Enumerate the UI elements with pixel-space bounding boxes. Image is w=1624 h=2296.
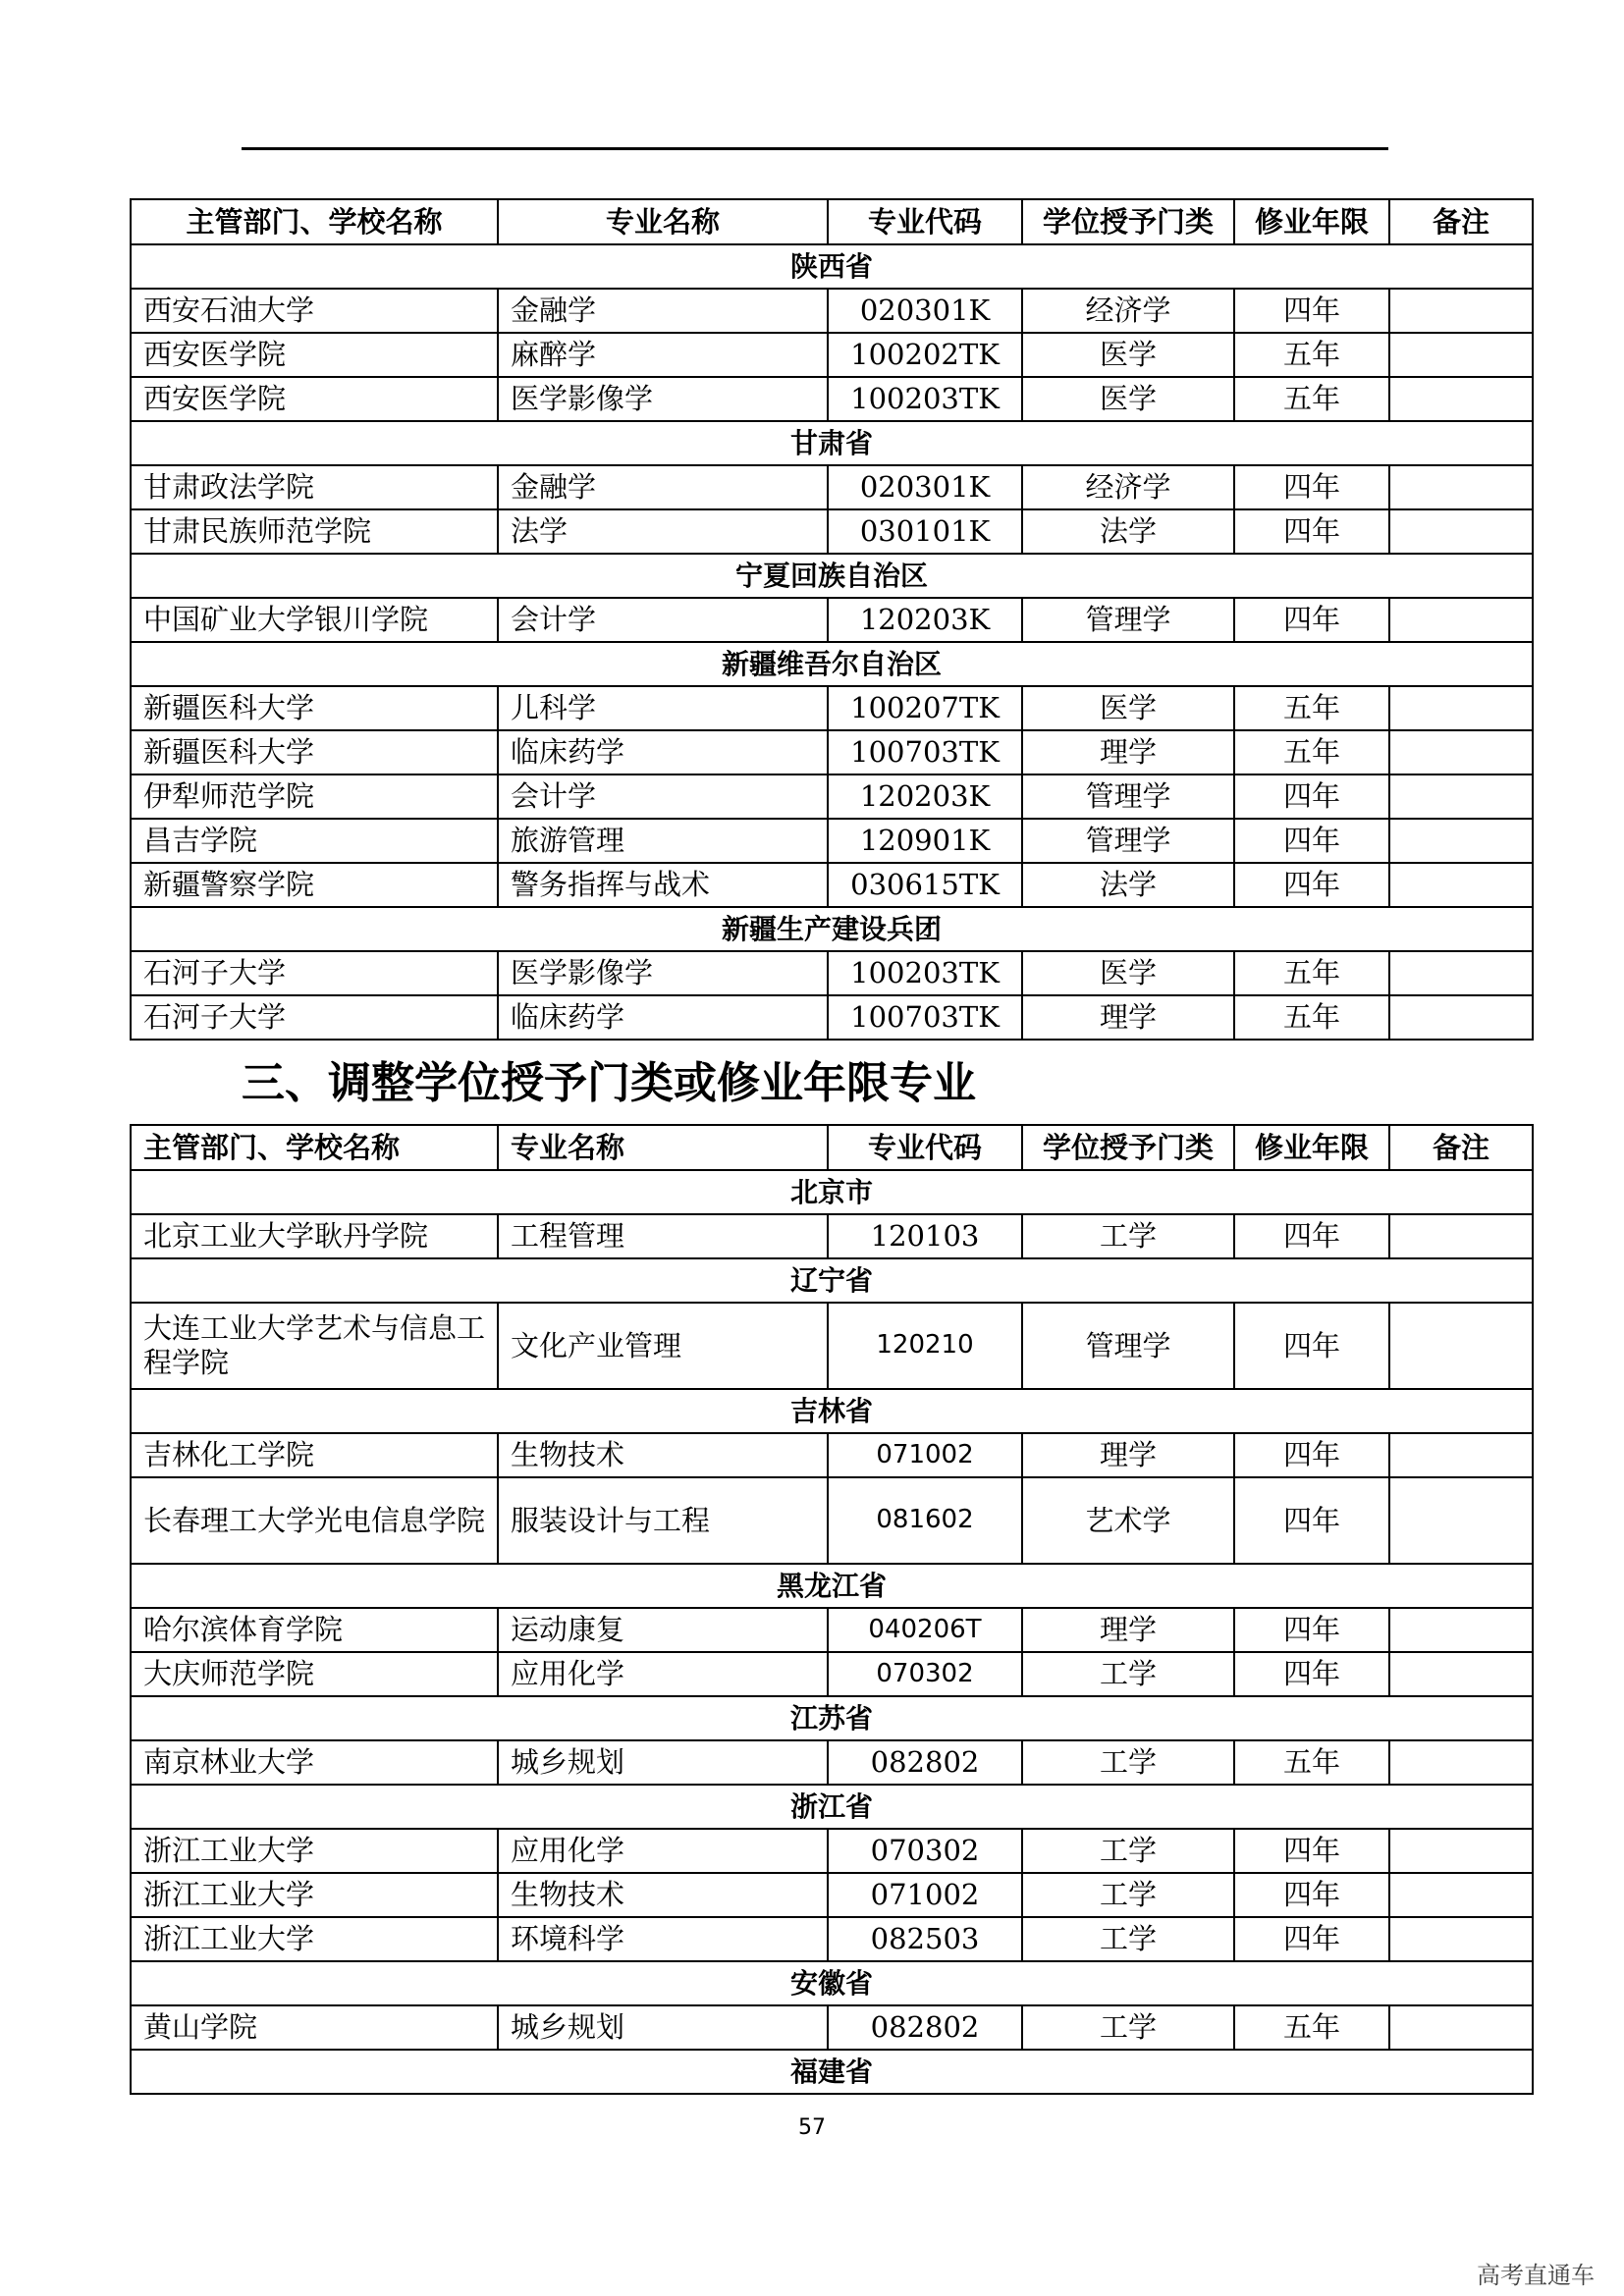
school-cell: 新疆警察学院 [131, 863, 498, 907]
major-cell: 儿科学 [498, 686, 828, 730]
major-cell: 生物技术 [498, 1873, 828, 1917]
col-header-years: 修业年限 [1234, 199, 1389, 244]
note-cell [1389, 863, 1533, 907]
years-cell: 五年 [1234, 333, 1389, 377]
col-header-category: 学位授予门类 [1022, 199, 1234, 244]
province-name: 新疆生产建设兵团 [131, 907, 1533, 951]
table-row [131, 333, 1533, 377]
years-cell: 四年 [1234, 598, 1389, 642]
major-cell: 环境科学 [498, 1917, 828, 1961]
school-cell: 黄山学院 [131, 2005, 498, 2050]
school-cell: 新疆医科大学 [131, 730, 498, 774]
major-cell: 金融学 [498, 465, 828, 509]
years-cell: 四年 [1234, 863, 1389, 907]
school-cell: 浙江工业大学 [131, 1873, 498, 1917]
category-cell: 医学 [1022, 333, 1234, 377]
years-cell: 四年 [1234, 1608, 1389, 1652]
province-row [131, 244, 1533, 289]
school-cell: 西安医学院 [131, 333, 498, 377]
category-cell: 管理学 [1022, 774, 1234, 819]
note-cell [1389, 730, 1533, 774]
school-cell: 甘肃民族师范学院 [131, 509, 498, 554]
code-cell: 040206T [828, 1608, 1022, 1652]
years-cell: 四年 [1234, 1873, 1389, 1917]
years-cell: 四年 [1234, 1829, 1389, 1873]
years-cell: 五年 [1234, 951, 1389, 995]
col-header-major: 专业名称 [498, 1125, 828, 1170]
category-cell: 医学 [1022, 686, 1234, 730]
major-cell: 金融学 [498, 289, 828, 333]
province-row [131, 1696, 1533, 1740]
section-heading: 三、调整学位授予门类或修业年限专业 [242, 1058, 976, 1108]
category-cell: 工学 [1022, 1740, 1234, 1785]
majors-table-1 [130, 198, 1534, 1041]
note-cell [1389, 995, 1533, 1040]
table-row [131, 995, 1533, 1040]
province-row [131, 1961, 1533, 2005]
school-cell: 石河子大学 [131, 951, 498, 995]
major-cell: 会计学 [498, 774, 828, 819]
table-header-row [131, 1125, 1533, 1170]
province-row [131, 2050, 1533, 2094]
note-cell [1389, 686, 1533, 730]
table-row [131, 863, 1533, 907]
major-cell: 应用化学 [498, 1652, 828, 1696]
school-cell: 西安医学院 [131, 377, 498, 421]
category-cell: 理学 [1022, 1608, 1234, 1652]
major-cell: 文化产业管理 [498, 1303, 828, 1389]
code-cell: 100703TK [828, 995, 1022, 1040]
table-row [131, 1214, 1533, 1258]
years-cell: 四年 [1234, 509, 1389, 554]
table-row [131, 465, 1533, 509]
table-row [131, 1303, 1533, 1389]
school-cell: 甘肃政法学院 [131, 465, 498, 509]
table-row [131, 1917, 1533, 1961]
code-cell: 100203TK [828, 377, 1022, 421]
years-cell: 四年 [1234, 1214, 1389, 1258]
table-row [131, 1829, 1533, 1873]
table-row [131, 951, 1533, 995]
code-cell: 100207TK [828, 686, 1022, 730]
years-cell: 四年 [1234, 774, 1389, 819]
major-cell: 城乡规划 [498, 2005, 828, 2050]
years-cell: 五年 [1234, 995, 1389, 1040]
note-cell [1389, 1652, 1533, 1696]
note-cell [1389, 1829, 1533, 1873]
table-row [131, 730, 1533, 774]
code-cell: 120901K [828, 819, 1022, 863]
category-cell: 理学 [1022, 730, 1234, 774]
note-cell [1389, 1608, 1533, 1652]
years-cell: 四年 [1234, 465, 1389, 509]
major-cell: 服装设计与工程 [498, 1477, 828, 1564]
province-row [131, 421, 1533, 465]
note-cell [1389, 1303, 1533, 1389]
code-cell: 082503 [828, 1917, 1022, 1961]
note-cell [1389, 1433, 1533, 1477]
major-cell: 医学影像学 [498, 951, 828, 995]
category-cell: 工学 [1022, 1829, 1234, 1873]
table-row [131, 1608, 1533, 1652]
category-cell: 艺术学 [1022, 1477, 1234, 1564]
table-row [131, 1433, 1533, 1477]
note-cell [1389, 951, 1533, 995]
col-header-major: 专业名称 [498, 199, 828, 244]
province-row [131, 1170, 1533, 1214]
years-cell: 五年 [1234, 377, 1389, 421]
table-header-row [131, 199, 1533, 244]
category-cell: 工学 [1022, 1873, 1234, 1917]
note-cell [1389, 509, 1533, 554]
major-cell: 城乡规划 [498, 1740, 828, 1785]
school-cell: 浙江工业大学 [131, 1829, 498, 1873]
major-cell: 生物技术 [498, 1433, 828, 1477]
code-cell: 071002 [828, 1433, 1022, 1477]
code-cell: 100703TK [828, 730, 1022, 774]
table-row [131, 1873, 1533, 1917]
note-cell [1389, 1917, 1533, 1961]
major-cell: 运动康复 [498, 1608, 828, 1652]
category-cell: 法学 [1022, 863, 1234, 907]
major-cell: 会计学 [498, 598, 828, 642]
code-cell: 100202TK [828, 333, 1022, 377]
school-cell: 南京林业大学 [131, 1740, 498, 1785]
category-cell: 理学 [1022, 1433, 1234, 1477]
category-cell: 法学 [1022, 509, 1234, 554]
code-cell: 081602 [828, 1477, 1022, 1564]
table-row [131, 598, 1533, 642]
province-name: 安徽省 [131, 1961, 1533, 2005]
table-row [131, 774, 1533, 819]
major-cell: 旅游管理 [498, 819, 828, 863]
col-header-note: 备注 [1389, 1125, 1533, 1170]
code-cell: 120203K [828, 774, 1022, 819]
province-name: 宁夏回族自治区 [131, 554, 1533, 598]
province-row [131, 1785, 1533, 1829]
category-cell: 工学 [1022, 2005, 1234, 2050]
years-cell: 四年 [1234, 1917, 1389, 1961]
code-cell: 082802 [828, 2005, 1022, 2050]
province-row [131, 1258, 1533, 1303]
category-cell: 理学 [1022, 995, 1234, 1040]
note-cell [1389, 377, 1533, 421]
code-cell: 030101K [828, 509, 1022, 554]
note-cell [1389, 1214, 1533, 1258]
note-cell [1389, 2005, 1533, 2050]
category-cell: 医学 [1022, 377, 1234, 421]
major-cell: 警务指挥与战术 [498, 863, 828, 907]
col-header-code: 专业代码 [828, 1125, 1022, 1170]
table-row [131, 509, 1533, 554]
category-cell: 医学 [1022, 951, 1234, 995]
col-header-years: 修业年限 [1234, 1125, 1389, 1170]
province-name: 福建省 [131, 2050, 1533, 2094]
code-cell: 020301K [828, 465, 1022, 509]
province-row [131, 554, 1533, 598]
note-cell [1389, 465, 1533, 509]
note-cell [1389, 598, 1533, 642]
table-row [131, 289, 1533, 333]
major-cell: 临床药学 [498, 995, 828, 1040]
code-cell: 120203K [828, 598, 1022, 642]
major-cell: 法学 [498, 509, 828, 554]
code-cell: 070302 [828, 1652, 1022, 1696]
code-cell: 100203TK [828, 951, 1022, 995]
years-cell: 五年 [1234, 686, 1389, 730]
school-cell: 大连工业大学艺术与信息工程学院 [131, 1303, 498, 1389]
school-cell: 吉林化工学院 [131, 1433, 498, 1477]
category-cell: 管理学 [1022, 819, 1234, 863]
category-cell: 管理学 [1022, 1303, 1234, 1389]
code-cell: 070302 [828, 1829, 1022, 1873]
years-cell: 五年 [1234, 730, 1389, 774]
school-cell: 昌吉学院 [131, 819, 498, 863]
years-cell: 四年 [1234, 1303, 1389, 1389]
province-row [131, 1389, 1533, 1433]
school-cell: 大庆师范学院 [131, 1652, 498, 1696]
category-cell: 工学 [1022, 1652, 1234, 1696]
major-cell: 工程管理 [498, 1214, 828, 1258]
note-cell [1389, 1740, 1533, 1785]
province-row [131, 907, 1533, 951]
years-cell: 四年 [1234, 1477, 1389, 1564]
code-cell: 020301K [828, 289, 1022, 333]
table-row [131, 686, 1533, 730]
years-cell: 五年 [1234, 2005, 1389, 2050]
col-header-note: 备注 [1389, 199, 1533, 244]
code-cell: 120103 [828, 1214, 1022, 1258]
school-cell: 中国矿业大学银川学院 [131, 598, 498, 642]
table-row [131, 1652, 1533, 1696]
table-row [131, 819, 1533, 863]
years-cell: 四年 [1234, 819, 1389, 863]
code-cell: 030615TK [828, 863, 1022, 907]
major-cell: 麻醉学 [498, 333, 828, 377]
major-cell: 医学影像学 [498, 377, 828, 421]
code-cell: 120210 [828, 1303, 1022, 1389]
col-header-category: 学位授予门类 [1022, 1125, 1234, 1170]
note-cell [1389, 333, 1533, 377]
years-cell: 四年 [1234, 289, 1389, 333]
note-cell [1389, 1477, 1533, 1564]
province-name: 黑龙江省 [131, 1564, 1533, 1608]
province-name: 辽宁省 [131, 1258, 1533, 1303]
category-cell: 管理学 [1022, 598, 1234, 642]
watermark: 高考直通车 [1477, 2262, 1595, 2289]
majors-table-2 [130, 1124, 1534, 2095]
province-row [131, 642, 1533, 686]
table-row [131, 1477, 1533, 1564]
note-cell [1389, 1873, 1533, 1917]
col-header-code: 专业代码 [828, 199, 1022, 244]
note-cell [1389, 819, 1533, 863]
province-name: 甘肃省 [131, 421, 1533, 465]
category-cell: 工学 [1022, 1214, 1234, 1258]
province-name: 陕西省 [131, 244, 1533, 289]
header-rule [242, 147, 1388, 150]
major-cell: 临床药学 [498, 730, 828, 774]
table-row [131, 2005, 1533, 2050]
province-name: 新疆维吾尔自治区 [131, 642, 1533, 686]
category-cell: 经济学 [1022, 289, 1234, 333]
province-name: 江苏省 [131, 1696, 1533, 1740]
school-cell: 石河子大学 [131, 995, 498, 1040]
school-cell: 伊犁师范学院 [131, 774, 498, 819]
school-cell: 新疆医科大学 [131, 686, 498, 730]
table-row [131, 1740, 1533, 1785]
province-row [131, 1564, 1533, 1608]
school-cell: 长春理工大学光电信息学院 [131, 1477, 498, 1564]
province-name: 北京市 [131, 1170, 1533, 1214]
col-header-school: 主管部门、学校名称 [131, 199, 498, 244]
school-cell: 北京工业大学耿丹学院 [131, 1214, 498, 1258]
note-cell [1389, 774, 1533, 819]
category-cell: 工学 [1022, 1917, 1234, 1961]
years-cell: 五年 [1234, 1740, 1389, 1785]
code-cell: 071002 [828, 1873, 1022, 1917]
province-name: 吉林省 [131, 1389, 1533, 1433]
note-cell [1389, 289, 1533, 333]
category-cell: 经济学 [1022, 465, 1234, 509]
school-cell: 浙江工业大学 [131, 1917, 498, 1961]
col-header-school: 主管部门、学校名称 [131, 1125, 498, 1170]
table-row [131, 377, 1533, 421]
school-cell: 西安石油大学 [131, 289, 498, 333]
major-cell: 应用化学 [498, 1829, 828, 1873]
province-name: 浙江省 [131, 1785, 1533, 1829]
years-cell: 四年 [1234, 1433, 1389, 1477]
page-number: 57 [798, 2115, 826, 2140]
school-cell: 哈尔滨体育学院 [131, 1608, 498, 1652]
years-cell: 四年 [1234, 1652, 1389, 1696]
code-cell: 082802 [828, 1740, 1022, 1785]
